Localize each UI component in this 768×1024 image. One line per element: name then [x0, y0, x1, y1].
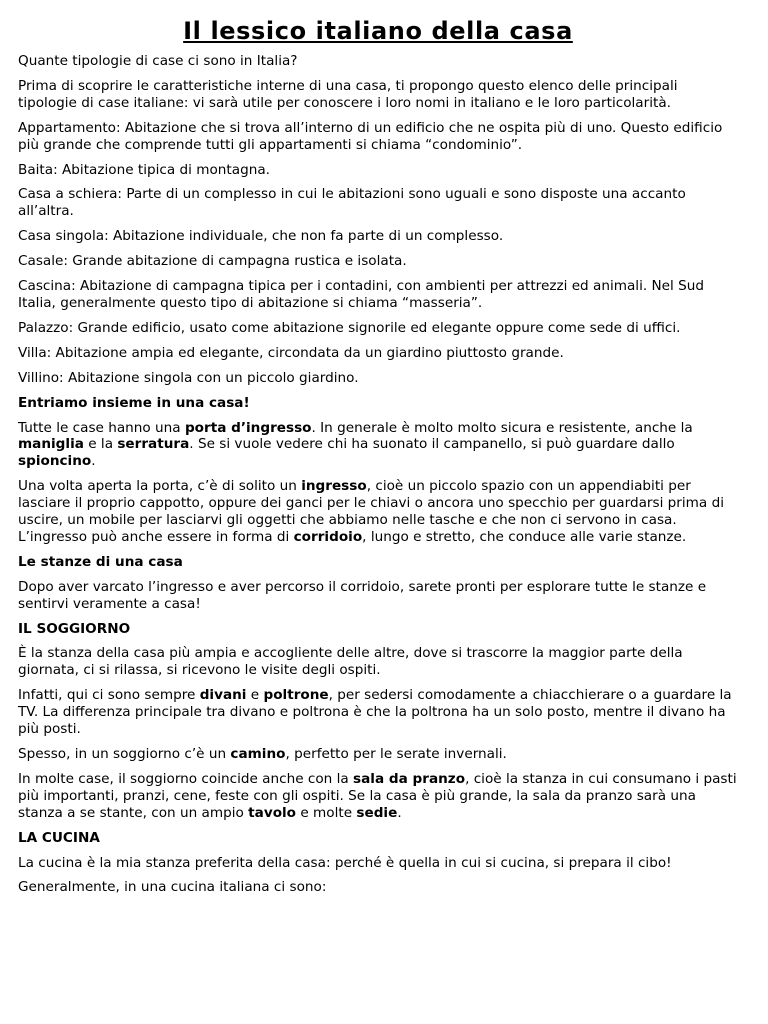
text-run: , lungo e stretto, che conduce alle varie stanze. — [362, 528, 687, 545]
house-type-palazzo: Palazzo: Grande edificio, usato come abitazione signorile ed elegante oppure come sede di uffici. — [18, 319, 681, 336]
house-type-appartamento: Appartamento: Abitazione che si trova all’interno di un edificio che ne ospita più di uno. Questo edificio più grande che comprende tutti gli appartamenti si chiama “condominio”. — [18, 119, 723, 153]
keyword-camino: camino — [230, 746, 286, 762]
living-room-paragraph-1: È la stanza della casa più ampia e accogliente delle altre, dove si trascorre la maggior parte della giornata, ci si rilassa, si ricevono le visite degli ospiti. — [18, 645, 683, 679]
intro-text: Prima di scoprire le caratteristiche interne di una casa, ti propongo questo elenco delle principali tipologie di case italiane: vi sarà utile per conoscere i loro nomi in italiano e le loro particolarità. — [18, 77, 678, 111]
keyword-corridoio: corridoio — [293, 528, 363, 545]
house-type-cascina: Cascina: Abitazione di campagna tipica per i contadini, con ambienti per attrezzi ed animali. Nel Sud Italia, generalmente questo tipo di abitazione si chiama “masseria”. — [18, 278, 704, 311]
house-type-casale: Casale: Grande abitazione di campagna rustica e isolata. — [18, 253, 407, 270]
entrance-heading: Entriamo insieme in una casa! — [18, 394, 250, 411]
keyword-maniglia: maniglia — [18, 436, 84, 453]
living-room-paragraph-4 — [18, 771, 738, 822]
text-run: . Se si vuole vedere chi ha suonato il campanello, si può guardare dallo — [189, 436, 675, 453]
text-run: . — [397, 804, 402, 821]
text-run: . In generale è molto molto sicura e resistente, anche la — [311, 419, 693, 436]
page-title: Il lessico italiano della casa — [183, 17, 573, 45]
text-run: e molte — [296, 804, 357, 821]
rooms-text: Dopo aver varcato l’ingresso e aver percorso il corridoio, sarete pronti per esplorare tutte le stanze e sentirvi veramente a casa! — [18, 578, 707, 612]
text-run: In molte case, il soggiorno coincide anche con la — [18, 770, 354, 787]
keyword-tavolo: tavolo — [248, 804, 297, 821]
living-room-paragraph-3 — [18, 746, 738, 763]
house-type-casa-singola: Casa singola: Abitazione individuale, che non fa parte di un complesso. — [18, 228, 504, 245]
text-run: Infatti, qui ci sono sempre — [18, 687, 200, 704]
text-run: e la — [83, 436, 118, 453]
text-run: Una volta aperta la porta, c’è di solito un — [18, 478, 302, 495]
text-run: , cioè un piccolo spazio con un appendiabiti per lasciare il proprio cappotto, oppure dei ganci per le chiavi o ancora uno specchio per guardarsi prima di uscire, un mobile per lasciarvi gli oggetti che abbiamo nelle tasche e che non ci servono in casa. L’ingresso può anche essere in forma di — [18, 478, 724, 545]
text-run: Spesso, in un soggiorno c’è un — [18, 746, 231, 762]
living-room-paragraph-2 — [18, 687, 738, 738]
keyword-divani: divani — [199, 687, 247, 704]
house-type-baita: Baita: Abitazione tipica di montagna. — [18, 161, 270, 178]
kitchen-heading: LA CUCINA — [18, 829, 100, 846]
keyword-spioncino: spioncino — [18, 453, 92, 470]
house-type-villa: Villa: Abitazione ampia ed elegante, circondata da un giardino piuttosto grande. — [18, 344, 564, 361]
entrance-paragraph-door — [18, 420, 738, 471]
text-run: , cioè la stanza in cui consumano i pasti più importanti, pranzi, cene, feste con gli ospiti. Se la casa è più grande, la sala da pranzo sarà una stanza a se stante, con un ampio — [18, 770, 737, 821]
keyword-sedie: sedie — [356, 804, 398, 821]
entrance-paragraph-hall — [18, 478, 738, 546]
keyword-sala-da-pranzo: sala da pranzo — [353, 770, 466, 787]
keyword-poltrone: poltrone — [263, 687, 329, 704]
intro-question: Quante tipologie di case ci sono in Italia? — [18, 53, 298, 69]
house-type-casa-a-schiera: Casa a schiera: Parte di un complesso in cui le abitazioni sono uguali e sono disposte una accanto all’altra. — [18, 186, 686, 220]
kitchen-paragraph-1: La cucina è la mia stanza preferita della casa: perché è quella in cui si cucina, si prepara il cibo! — [18, 854, 672, 871]
keyword-serratura: serratura — [117, 436, 190, 453]
kitchen-paragraph-2: Generalmente, in una cucina italiana ci sono: — [18, 879, 327, 896]
living-room-heading: IL SOGGIORNO — [18, 620, 131, 637]
keyword-porta-ingresso: porta d’ingresso — [184, 419, 312, 436]
rooms-heading: Le stanze di una casa — [18, 553, 183, 570]
keyword-ingresso: ingresso — [301, 478, 367, 495]
text-run: , perfetto per le serate invernali. — [285, 746, 507, 762]
text-run: . — [91, 453, 96, 470]
text-run: Tutte le case hanno una — [18, 419, 185, 436]
text-run: , per sedersi comodamente a chiacchierare o a guardare la TV. La differenza principale tra divano e poltrona è che la poltrona ha un solo posto, mentre il divano ha più posti. — [18, 687, 732, 738]
text-run: e — [246, 687, 264, 704]
house-type-villino: Villino: Abitazione singola con un piccolo giardino. — [18, 369, 359, 386]
